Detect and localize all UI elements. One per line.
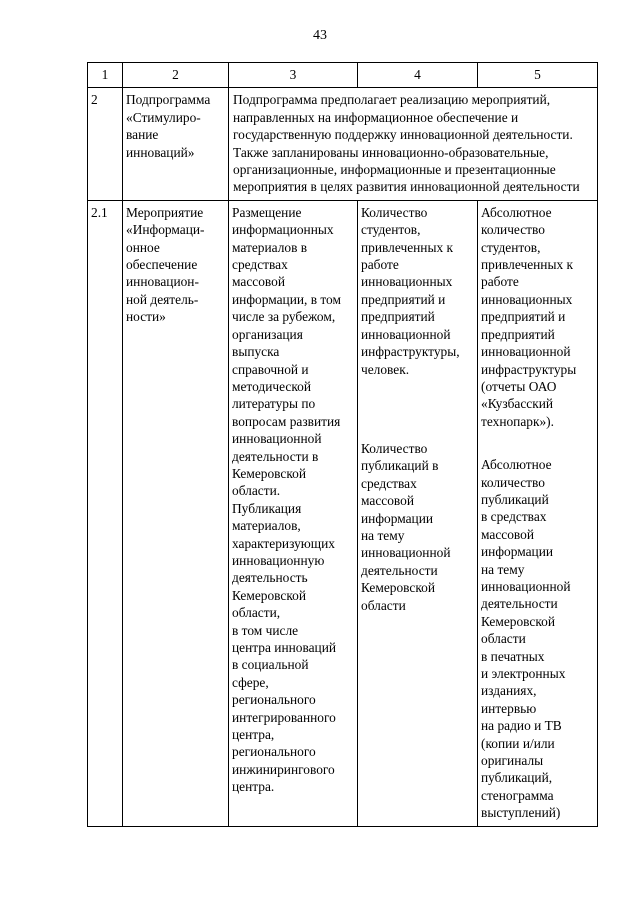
measure-name: Мероприятие «Информаци- онное обеспечение инновацион- ной деятель- ности» [123,200,229,826]
indicators-cell [358,200,478,826]
table-header-row [88,63,598,88]
method-students: Абсолютное количество студентов, привлеченных к работе инновационных предприятий и предприятий инновационной инфраструктуры (отчеты ОАО «Кузбасский технопарк»). [481,204,577,429]
column-header-4: 4 [358,63,478,88]
column-header-1: 1 [88,63,123,88]
row-number: 2.1 [88,200,123,826]
table-row-measure [88,200,598,826]
table-row-subprogram [88,88,598,200]
page-number: 43 [313,28,327,43]
indicator-publications: Количество публикаций в средствах массовой информации на тему инновационной деятельности Кемеровской области [361,440,451,613]
subprogram-description: Подпрограмма предполагает реализацию мероприятий, направленных на информационное обеспечение и государственную поддержку инновационной деятельности. Также запланированы инновационно-образовательные, организационные, информационные и презентационные мероприятия в целях развития инновационной деятельности [229,88,598,200]
column-header-2: 2 [123,63,229,88]
program-table [87,62,598,827]
methods-cell [478,200,598,826]
measure-content: Размещение информационных материалов в средствах массовой информации, в том числе за рубежом, организация выпуска справочной и методической литературы по вопросам развития инновационной деятельности в Кемеровской области. Публикация материалов, характеризующих инновационную деятельность Кемеровской области, в том числе центра инноваций в социальной сфере, регионального интегрированного центра, регионального инжинирингового центра. [229,200,358,826]
column-header-3: 3 [229,63,358,88]
column-header-5: 5 [478,63,598,88]
row-number: 2 [88,88,123,200]
indicator-students: Количество студентов, привлеченных к работе инновационных предприятий и предприятий инновационной инфраструктуры, человек. [361,204,460,377]
subprogram-name: Подпрограмма «Стимулиро- вание инноваций» [123,88,229,200]
method-publications: Абсолютное количество публикаций в средствах массовой информации на тему инновационной деятельности Кемеровской области в печатных и электронных изданиях, интервью на радио и ТВ (копии и/или оригиналы публикаций, стенограмма выступлений) [481,457,571,821]
